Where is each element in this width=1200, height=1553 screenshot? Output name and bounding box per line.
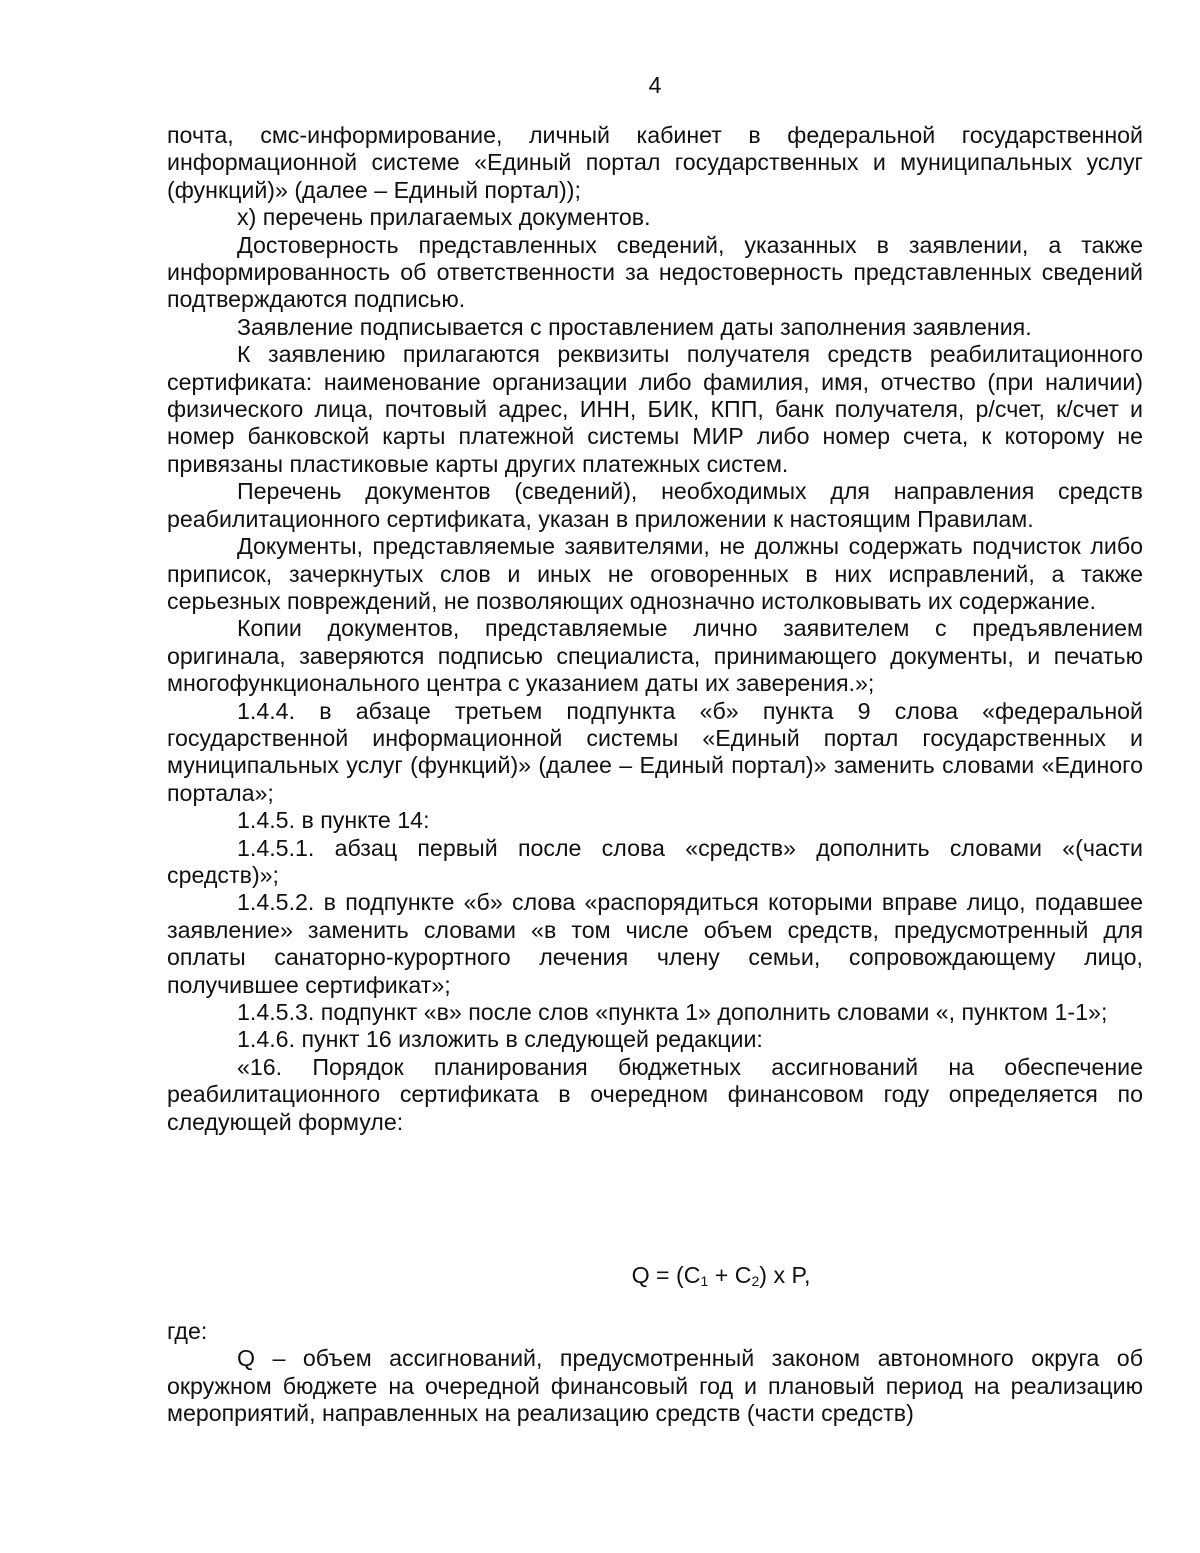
paragraph: Q – объем ассигнований, предусмотренный законом автономного округа об окружном бюджете на очередной финансовый год и плановый период на реализацию мероприятий, направленных на реализацию средств (части средств) bbox=[167, 1345, 1143, 1427]
formula-subscript: 1 bbox=[700, 1273, 709, 1289]
paragraph: 1.4.4. в абзаце третьем подпункта «б» пункта 9 слова «федеральной государственной информационной системы «Единый портал государственных и муниципальных услуг (функций)» (далее – Единый портал)» заменить словами «Единого портала»; bbox=[167, 697, 1143, 806]
paragraph: Перечень документов (сведений), необходимых для направления средств реабилитационного сертификата, указан в приложении к настоящим Правилам. bbox=[167, 478, 1143, 532]
paragraph: «16. Порядок планирования бюджетных ассигнований на обеспечение реабилитационного сертификата в очередном финансовом году определяется по следующей формуле: bbox=[167, 1053, 1143, 1135]
paragraph: 1.4.5.1. абзац первый после слова «средств» дополнить словами «(части средств)»; bbox=[167, 834, 1143, 888]
paragraph: х) перечень прилагаемых документов. bbox=[237, 204, 651, 231]
paragraph: 1.4.6. пункт 16 изложить в следующей редакции: bbox=[237, 1026, 763, 1053]
formula-expression bbox=[632, 1262, 811, 1288]
page-number: 4 bbox=[648, 72, 662, 98]
paragraph: почта, смс-информирование, личный кабинет в федеральной государственной информационной системе «Единый портал государственных и муниципальных услуг (функций)» (далее – Единый портал)); bbox=[167, 122, 1143, 203]
paragraph: Достоверность представленных сведений, указанных в заявлении, а также информированность об ответственности за недостоверность представленных сведений подтверждаются подписью. bbox=[167, 231, 1143, 313]
formula-text: Q = (C bbox=[631, 1262, 701, 1288]
paragraph: К заявлению прилагаются реквизиты получателя средств реабилитационного сертификата: наименование организации либо фамилия, имя, отчество (при наличии) физического лица, почтовый адрес, ИНН, БИК, КПП, банк получателя, р/счет, к/счет и номер банковской карты платежной системы МИР либо номер счета, к которому не привязаны пластиковые карты других платежных систем. bbox=[167, 341, 1143, 477]
paragraph: Документы, представляемые заявителями, не должны содержать подчисток либо приписок, зачеркнутых слов и иных не оговоренных в них исправлений, а также серьезных повреждений, не позволяющих однозначно истолковывать их содержание. bbox=[167, 533, 1143, 614]
formula-explanation bbox=[167, 1318, 1143, 1428]
formula-text: + C bbox=[708, 1262, 752, 1288]
formula-subscript: 2 bbox=[751, 1273, 760, 1289]
document-body bbox=[167, 122, 1143, 1136]
where-label: где: bbox=[167, 1318, 208, 1344]
paragraph: 1.4.5.2. в подпункте «б» слова «распорядиться которыми вправе лицо, подавшее заявление» заменить словами «в том числе объем средств, предусмотренный для оплаты санаторно-курортного лечения члену семьи, сопровождающему лицо, получившее сертификат»; bbox=[167, 889, 1143, 998]
formula-text: ) х P, bbox=[759, 1262, 811, 1288]
paragraph: Копии документов, представляемые лично заявителем с предъявлением оригинала, заверяются подписью специалиста, принимающего документы, и печатью многофункционального центра с указанием даты их заверения.»; bbox=[167, 615, 1143, 697]
paragraph: 1.4.5.3. подпункт «в» после слов «пункта 1» дополнить словами «, пунктом 1-1»; bbox=[237, 999, 1108, 1025]
formula bbox=[167, 1262, 1143, 1289]
paragraph: 1.4.5. в пункте 14: bbox=[237, 807, 430, 834]
paragraph: Заявление подписывается с проставлением даты заполнения заявления. bbox=[237, 313, 1032, 340]
